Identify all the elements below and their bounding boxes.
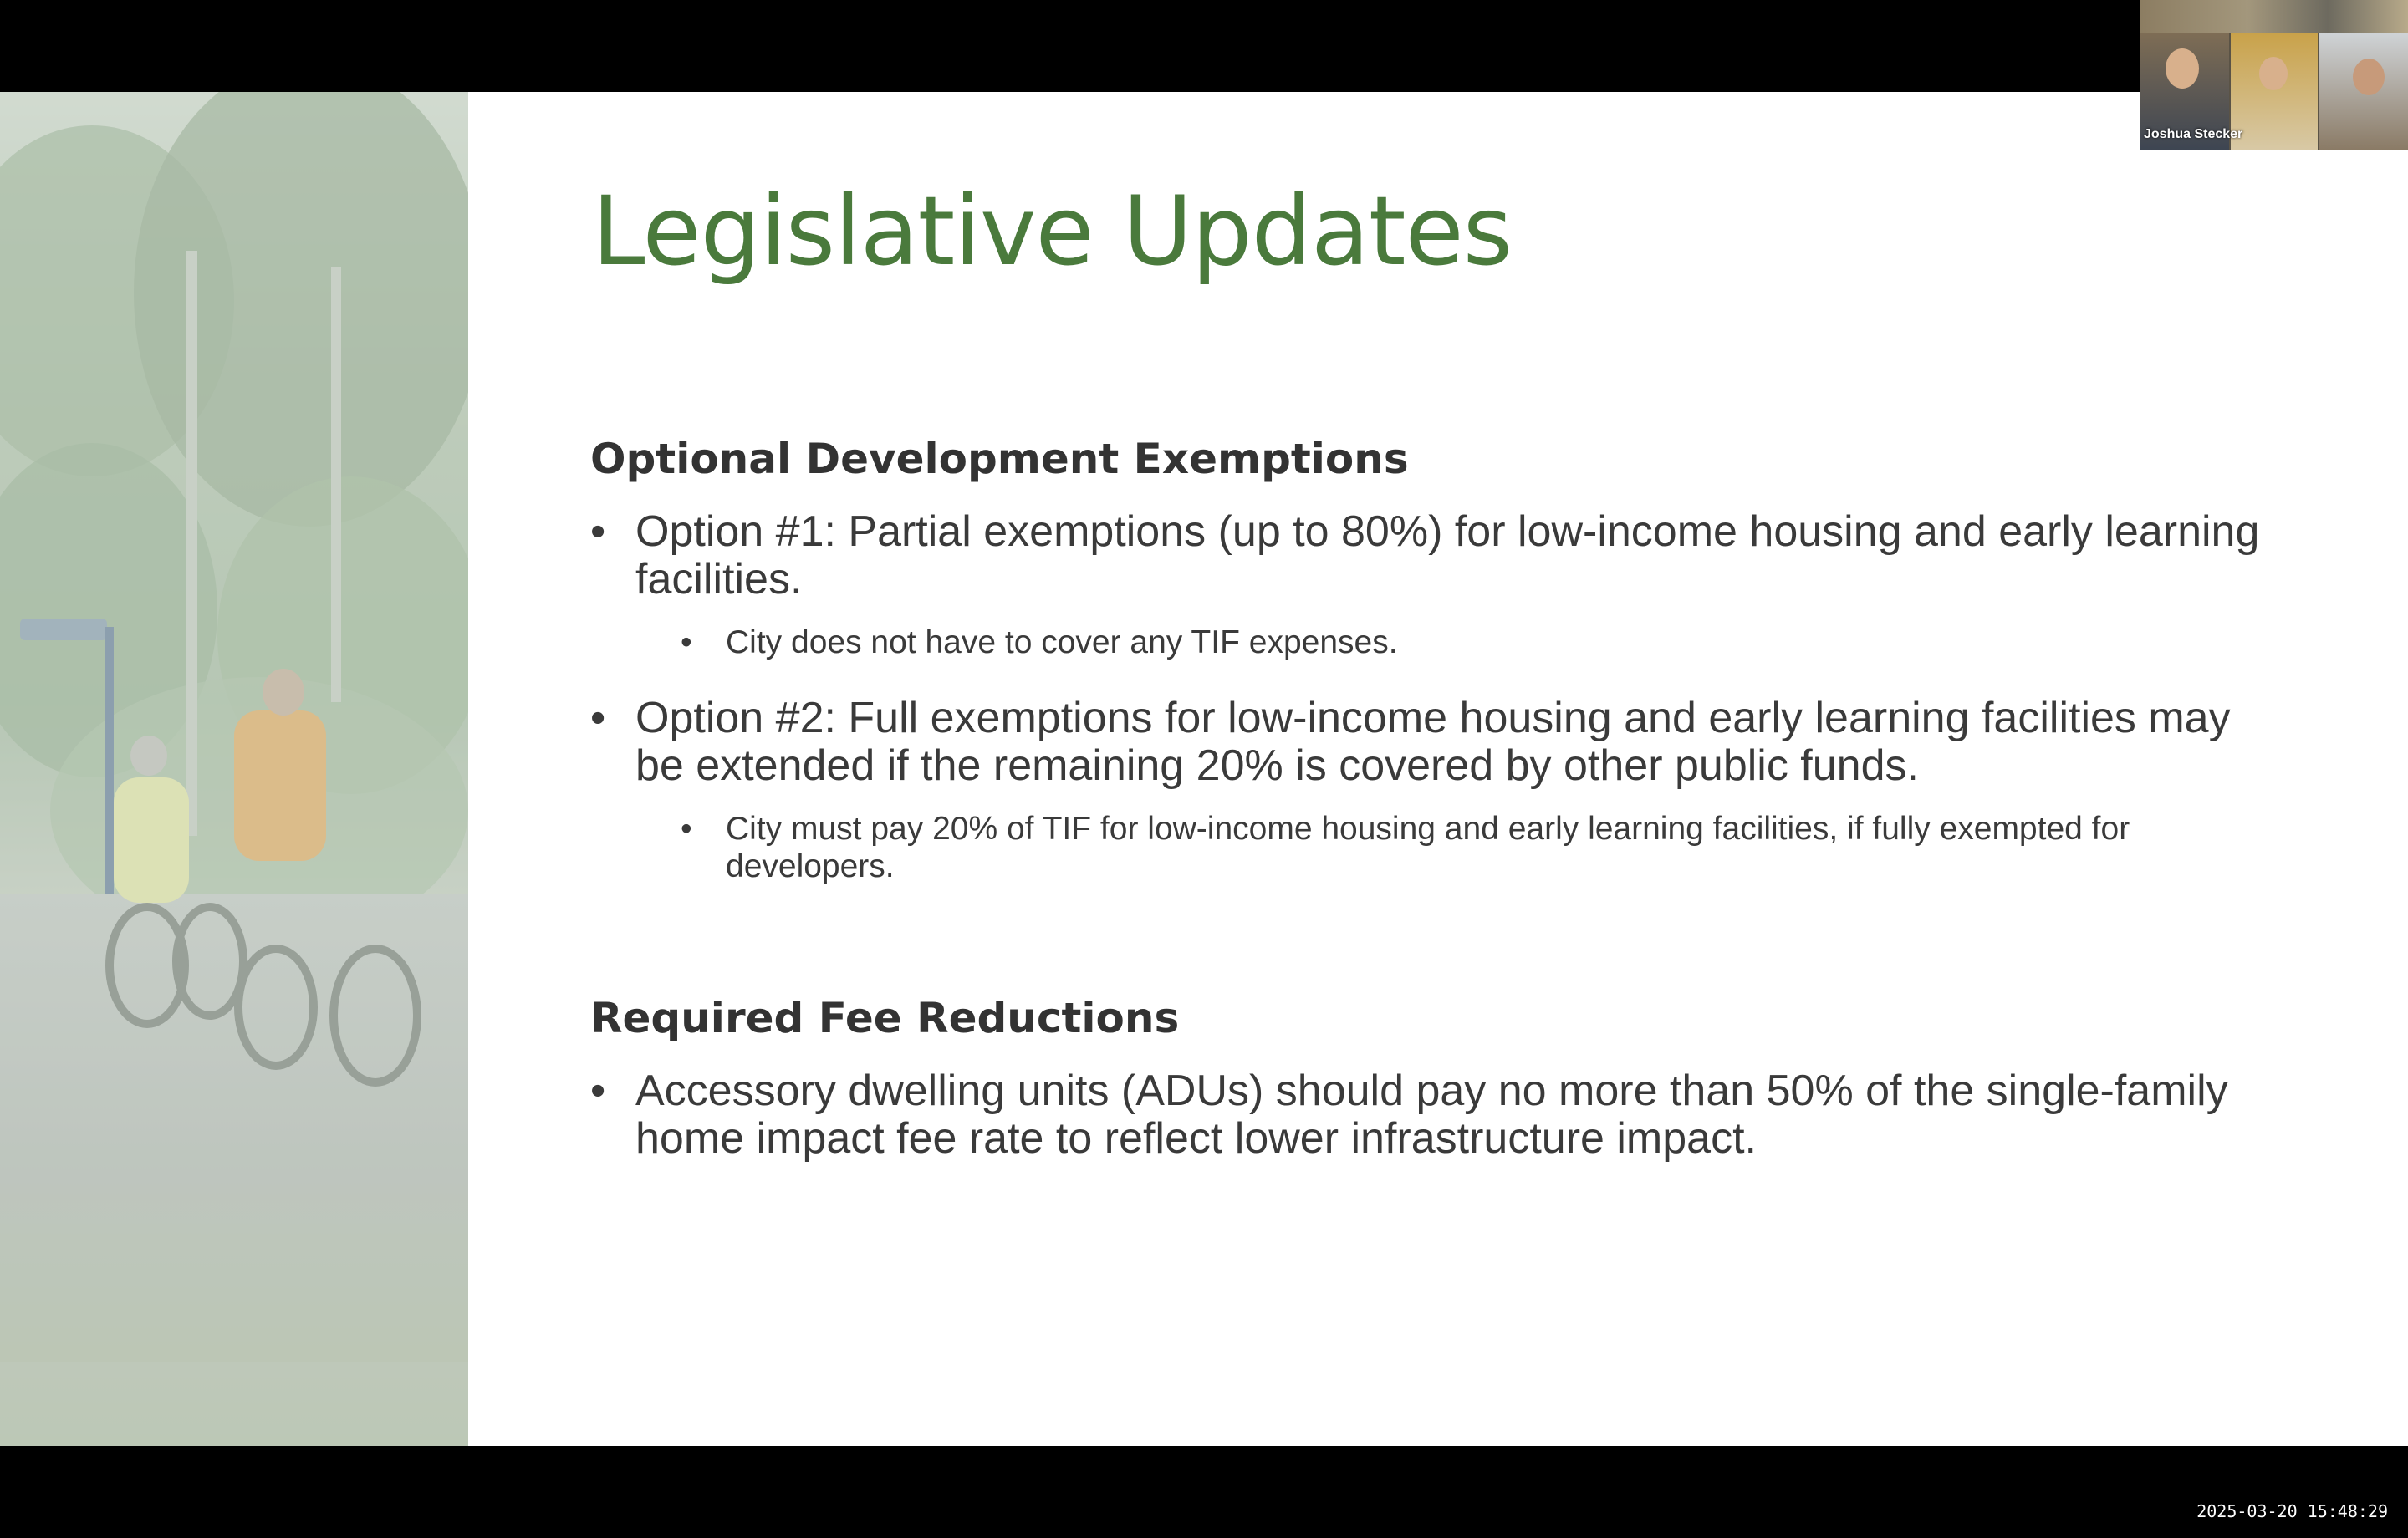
- video-tile-participant: [2319, 33, 2408, 150]
- presentation-slide: [0, 92, 2408, 1446]
- bullet-option-2: • Option #2: Full exemptions for low-income housing and early learning facilities may be extended if the remaining 20% is covered by other public funds.: [590, 695, 2263, 790]
- section-spacer: [590, 919, 2263, 994]
- section-heading: Required Fee Reductions: [590, 994, 1180, 1042]
- video-person-head: [2166, 48, 2199, 89]
- photo-fog-overlay: [0, 92, 468, 1446]
- video-tile-participant: [2231, 33, 2318, 150]
- slide-photo-cyclists: [0, 92, 468, 1446]
- slide-content: [590, 435, 2263, 1183]
- bullet-option-1: • Option #1: Partial exemptions (up to 80%) for low-income housing and early learning facilities.: [590, 508, 2263, 603]
- slide-title: Legislative Updates: [592, 176, 1513, 287]
- section-optional-exemptions: [590, 435, 2263, 885]
- video-person-head: [2259, 57, 2288, 90]
- recording-timestamp: 2025-03-20 15:48:29: [2196, 1501, 2388, 1521]
- participant-video-thumbnail[interactable]: [2140, 0, 2408, 150]
- sub-bullet-option-2: • City must pay 20% of TIF for low-income housing and early learning facilities, if fully exempted for developers.: [590, 810, 2263, 885]
- bullet-adu: • Accessory dwelling units (ADUs) should pay no more than 50% of the single-family home impact fee rate to reflect lower infrastructure impact.: [590, 1067, 2263, 1163]
- section-heading: Optional Development Exemptions: [590, 435, 1409, 483]
- video-room-view: [2140, 0, 2408, 33]
- video-person-head: [2353, 59, 2385, 95]
- section-required-fee-reductions: [590, 994, 2263, 1163]
- sub-bullet-option-1: • City does not have to cover any TIF expenses.: [590, 624, 2263, 661]
- participant-name-label: Joshua Stecker: [2144, 127, 2243, 141]
